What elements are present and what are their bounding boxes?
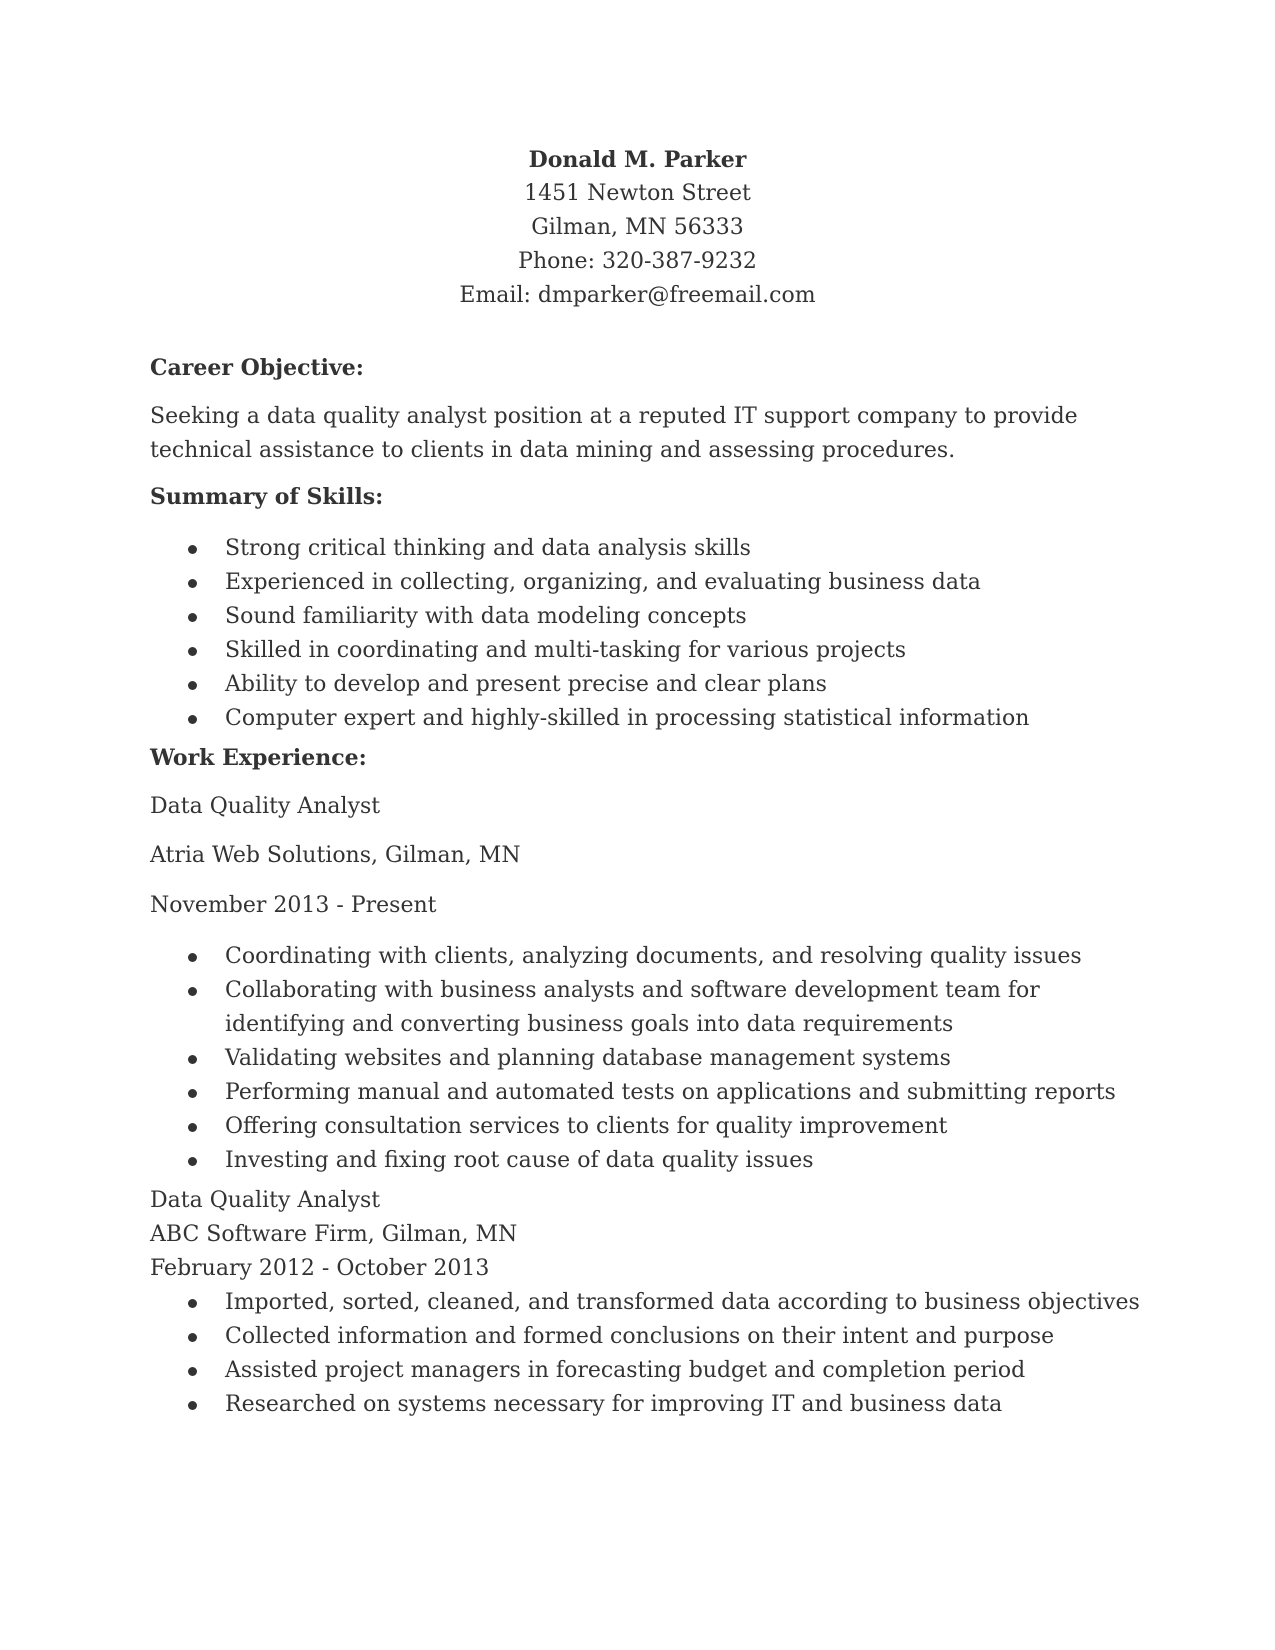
bullet-icon [188,987,197,996]
list-item: Sound familiarity with data modeling concepts [150,600,1160,634]
list-item: Performing manual and automated tests on applications and submitting reports [150,1076,1160,1110]
list-item: Ability to develop and present precise and clear plans [150,668,1160,702]
job-company: Atria Web Solutions, Gilman, MN [150,843,521,868]
bullet-icon [188,1157,197,1166]
bullet-icon [188,1401,197,1410]
bullet-icon [188,681,197,690]
list-item: Coordinating with clients, analyzing documents, and resolving quality issues [150,940,1160,974]
bullet-icon [188,1367,197,1376]
job-dates: February 2012 - October 2013 [150,1256,490,1281]
career-objective-text [150,400,1078,468]
bullet-icon [188,1055,197,1064]
list-item: Experienced in collecting, organizing, and evaluating business data [150,566,1160,600]
phone-number: Phone: 320-387-9232 [518,249,757,274]
bullet-icon [188,953,197,962]
bullet-icon [188,545,197,554]
job-title: Data Quality Analyst [150,794,381,819]
job-company: ABC Software Firm, Gilman, MN [150,1222,518,1247]
work-experience-heading: Work Experience: [150,745,367,771]
list-item: Investing and fixing root cause of data quality issues [150,1144,1160,1178]
list-item: Collected information and formed conclusions on their intent and purpose [150,1320,1160,1354]
list-item: Computer expert and highly-skilled in processing statistical information [150,702,1160,736]
job-duties-list [150,1286,1160,1422]
email-address: Email: dmparker@freemail.com [459,283,816,308]
list-item: Strong critical thinking and data analysis skills [150,532,1160,566]
city-state-zip: Gilman, MN 56333 [531,215,744,240]
list-item: Skilled in coordinating and multi-tasking for various projects [150,634,1160,668]
bullet-icon [188,1123,197,1132]
job-header [150,1184,517,1286]
contact-block [0,143,1275,313]
bullet-icon [188,715,197,724]
bullet-icon [188,613,197,622]
bullet-icon [188,579,197,588]
street-address: 1451 Newton Street [524,181,751,206]
skills-heading: Summary of Skills: [150,484,384,510]
list-item: Imported, sorted, cleaned, and transformed data according to business objectives [150,1286,1160,1320]
list-item: Assisted project managers in forecasting budget and completion period [150,1354,1160,1388]
list-item: Researched on systems necessary for improving IT and business data [150,1388,1160,1422]
job-duties-list [150,940,1160,1178]
career-objective-line: technical assistance to clients in data mining and assessing procedures. [150,438,956,463]
list-item: Offering consultation services to clients for quality improvement [150,1110,1160,1144]
career-objective-line: Seeking a data quality analyst position at a reputed IT support company to provide [150,404,1078,429]
bullet-icon [188,1299,197,1308]
career-objective-heading: Career Objective: [150,355,364,381]
list-item: Collaborating with business analysts and software development team for identifying and converting business goals into data requirements [150,974,1160,1042]
job-dates: November 2013 - Present [150,893,437,918]
bullet-icon [188,1333,197,1342]
bullet-icon [188,1089,197,1098]
bullet-icon [188,647,197,656]
list-item: Validating websites and planning database management systems [150,1042,1160,1076]
job-title: Data Quality Analyst [150,1188,381,1213]
applicant-name: Donald M. Parker [528,147,747,173]
skills-list [150,532,1160,736]
